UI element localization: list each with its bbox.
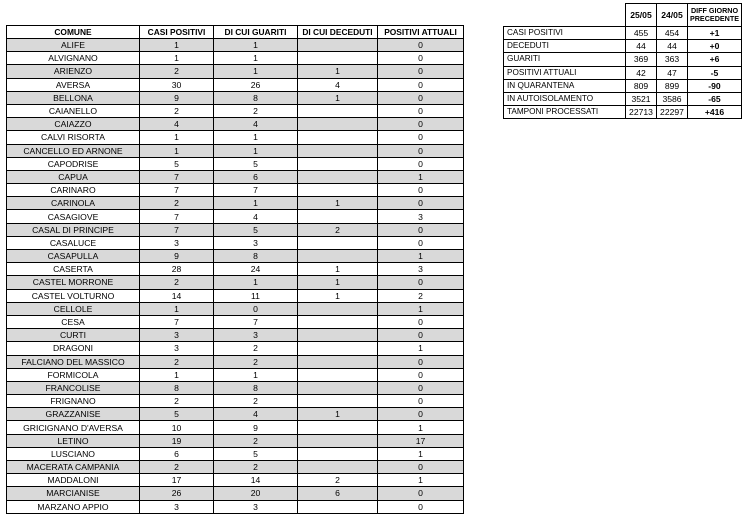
cell-comune: GRAZZANISE [7, 408, 140, 421]
table-row [7, 276, 464, 289]
cell-di-cui-guariti: 5 [214, 157, 298, 170]
cell-comune: CAPUA [7, 170, 140, 183]
cell-casi-positivi: 2 [140, 104, 214, 117]
header-comune: COMUNE [7, 26, 140, 39]
cell-casi-positivi: 3 [140, 236, 214, 249]
cell-comune: DRAGONI [7, 342, 140, 355]
cell-positivi-attuali: 0 [378, 500, 464, 513]
cell-comune: BELLONA [7, 91, 140, 104]
cell-di-cui-deceduti [298, 395, 378, 408]
cell-casi-positivi: 1 [140, 52, 214, 65]
cell-casi-positivi: 26 [140, 487, 214, 500]
summary-diff: +0 [688, 40, 742, 53]
table-row [7, 197, 464, 210]
cell-comune: ALIFE [7, 39, 140, 52]
header-positivi-attuali: POSITIVI ATTUALI [378, 26, 464, 39]
cell-casi-positivi: 2 [140, 276, 214, 289]
cell-comune: CESA [7, 315, 140, 328]
summary-row [504, 27, 742, 40]
header-date-previous: 24/05 [657, 4, 688, 27]
cell-comune: CARINARO [7, 184, 140, 197]
summary-value-current: 22713 [626, 106, 657, 119]
cell-positivi-attuali: 1 [378, 170, 464, 183]
table-row [7, 368, 464, 381]
cell-positivi-attuali: 3 [378, 263, 464, 276]
cell-casi-positivi: 2 [140, 65, 214, 78]
table-row [7, 263, 464, 276]
cell-comune: ARIENZO [7, 65, 140, 78]
cell-di-cui-deceduti [298, 381, 378, 394]
cell-di-cui-deceduti [298, 104, 378, 117]
cell-casi-positivi: 7 [140, 184, 214, 197]
cell-casi-positivi: 1 [140, 368, 214, 381]
cell-positivi-attuali: 1 [378, 474, 464, 487]
cell-casi-positivi: 5 [140, 408, 214, 421]
cell-di-cui-deceduti [298, 39, 378, 52]
cell-di-cui-guariti: 8 [214, 91, 298, 104]
cell-casi-positivi: 3 [140, 329, 214, 342]
cell-di-cui-guariti: 4 [214, 210, 298, 223]
cell-positivi-attuali: 0 [378, 52, 464, 65]
cell-comune: CASALUCE [7, 236, 140, 249]
cell-comune: CASAGIOVE [7, 210, 140, 223]
cell-casi-positivi: 7 [140, 315, 214, 328]
cell-di-cui-deceduti [298, 500, 378, 513]
summary-value-current: 369 [626, 53, 657, 66]
summary-header-row [504, 4, 742, 27]
table-row [7, 78, 464, 91]
cell-di-cui-guariti: 4 [214, 408, 298, 421]
cell-di-cui-deceduti: 1 [298, 289, 378, 302]
cell-positivi-attuali: 0 [378, 223, 464, 236]
summary-value-current: 42 [626, 66, 657, 79]
cell-di-cui-guariti: 11 [214, 289, 298, 302]
cell-comune: CALVI RISORTA [7, 131, 140, 144]
cell-casi-positivi: 3 [140, 342, 214, 355]
cell-di-cui-deceduti: 1 [298, 197, 378, 210]
cell-comune: MARZANO APPIO [7, 500, 140, 513]
summary-table [503, 3, 742, 119]
table-row [7, 461, 464, 474]
cell-di-cui-deceduti [298, 355, 378, 368]
table-row [7, 395, 464, 408]
summary-row [504, 40, 742, 53]
cell-di-cui-deceduti [298, 157, 378, 170]
cell-positivi-attuali: 0 [378, 78, 464, 91]
summary-label: IN AUTOISOLAMENTO [504, 92, 626, 105]
cell-comune: CAIANELLO [7, 104, 140, 117]
summary-diff: +6 [688, 53, 742, 66]
cell-positivi-attuali: 1 [378, 342, 464, 355]
cell-comune: CARINOLA [7, 197, 140, 210]
table-row [7, 144, 464, 157]
cell-di-cui-guariti: 2 [214, 342, 298, 355]
cell-di-cui-deceduti: 1 [298, 91, 378, 104]
cell-positivi-attuali: 0 [378, 91, 464, 104]
cell-comune: CASAL DI PRINCIPE [7, 223, 140, 236]
cell-di-cui-deceduti: 1 [298, 263, 378, 276]
cell-di-cui-guariti: 1 [214, 131, 298, 144]
cell-comune: CELLOLE [7, 302, 140, 315]
cell-comune: CASTEL VOLTURNO [7, 289, 140, 302]
cell-di-cui-guariti: 4 [214, 118, 298, 131]
table-row [7, 104, 464, 117]
cell-positivi-attuali: 1 [378, 302, 464, 315]
summary-row [504, 66, 742, 79]
cell-di-cui-guariti: 5 [214, 223, 298, 236]
table-row [7, 302, 464, 315]
cell-positivi-attuali: 0 [378, 236, 464, 249]
table-row [7, 91, 464, 104]
cell-di-cui-guariti: 2 [214, 104, 298, 117]
cell-di-cui-deceduti [298, 315, 378, 328]
cell-casi-positivi: 9 [140, 250, 214, 263]
cell-di-cui-guariti: 3 [214, 500, 298, 513]
cell-di-cui-guariti: 7 [214, 315, 298, 328]
summary-value-previous: 44 [657, 40, 688, 53]
cell-di-cui-deceduti [298, 184, 378, 197]
table-row [7, 329, 464, 342]
cell-comune: CASERTA [7, 263, 140, 276]
cell-di-cui-guariti: 2 [214, 461, 298, 474]
table-row [7, 342, 464, 355]
cell-casi-positivi: 1 [140, 144, 214, 157]
cell-di-cui-deceduti [298, 447, 378, 460]
summary-value-previous: 47 [657, 66, 688, 79]
cell-comune: CASTEL MORRONE [7, 276, 140, 289]
cell-positivi-attuali: 0 [378, 368, 464, 381]
cell-positivi-attuali: 1 [378, 250, 464, 263]
summary-label: DECEDUTI [504, 40, 626, 53]
cell-di-cui-guariti: 14 [214, 474, 298, 487]
cell-di-cui-guariti: 26 [214, 78, 298, 91]
cell-comune: CAPODRISE [7, 157, 140, 170]
cell-di-cui-deceduti [298, 461, 378, 474]
table-row [7, 236, 464, 249]
table-row [7, 131, 464, 144]
cell-di-cui-guariti: 1 [214, 39, 298, 52]
cell-positivi-attuali: 0 [378, 157, 464, 170]
cell-di-cui-guariti: 24 [214, 263, 298, 276]
summary-label: POSITIVI ATTUALI [504, 66, 626, 79]
cell-positivi-attuali: 0 [378, 184, 464, 197]
cell-casi-positivi: 9 [140, 91, 214, 104]
cell-positivi-attuali: 0 [378, 144, 464, 157]
table-row [7, 184, 464, 197]
summary-diff: +416 [688, 106, 742, 119]
cell-di-cui-guariti: 2 [214, 355, 298, 368]
cell-di-cui-deceduti [298, 329, 378, 342]
cell-comune: MARCIANISE [7, 487, 140, 500]
table-row [7, 118, 464, 131]
summary-table-body [504, 27, 742, 119]
table-row [7, 289, 464, 302]
cell-casi-positivi: 2 [140, 197, 214, 210]
cell-di-cui-deceduti [298, 434, 378, 447]
cell-casi-positivi: 2 [140, 461, 214, 474]
header-di-cui-guariti: DI CUI GUARITI [214, 26, 298, 39]
table-row [7, 52, 464, 65]
cell-casi-positivi: 6 [140, 447, 214, 460]
table-row [7, 223, 464, 236]
table-row [7, 487, 464, 500]
cell-di-cui-deceduti: 1 [298, 276, 378, 289]
cell-di-cui-guariti: 2 [214, 395, 298, 408]
cell-di-cui-deceduti [298, 421, 378, 434]
cell-positivi-attuali: 0 [378, 408, 464, 421]
header-casi-positivi: CASI POSITIVI [140, 26, 214, 39]
cell-comune: GRICIGNANO D'AVERSA [7, 421, 140, 434]
cell-comune: LETINO [7, 434, 140, 447]
cell-di-cui-guariti: 1 [214, 197, 298, 210]
cell-di-cui-deceduti [298, 302, 378, 315]
summary-value-previous: 22297 [657, 106, 688, 119]
cell-positivi-attuali: 0 [378, 118, 464, 131]
cell-casi-positivi: 8 [140, 381, 214, 394]
cell-casi-positivi: 7 [140, 170, 214, 183]
cell-casi-positivi: 5 [140, 157, 214, 170]
table-row [7, 500, 464, 513]
table-row [7, 447, 464, 460]
cell-positivi-attuali: 0 [378, 329, 464, 342]
summary-label: TAMPONI PROCESSATI [504, 106, 626, 119]
cell-positivi-attuali: 1 [378, 447, 464, 460]
cell-casi-positivi: 1 [140, 39, 214, 52]
cell-di-cui-guariti: 1 [214, 144, 298, 157]
summary-value-previous: 899 [657, 79, 688, 92]
cell-di-cui-guariti: 8 [214, 381, 298, 394]
table-row [7, 157, 464, 170]
summary-value-previous: 3586 [657, 92, 688, 105]
cell-di-cui-guariti: 3 [214, 236, 298, 249]
cell-di-cui-deceduti: 6 [298, 487, 378, 500]
summary-value-current: 3521 [626, 92, 657, 105]
summary-diff: -5 [688, 66, 742, 79]
summary-value-current: 809 [626, 79, 657, 92]
cell-casi-positivi: 3 [140, 500, 214, 513]
cell-di-cui-guariti: 1 [214, 276, 298, 289]
table-row [7, 65, 464, 78]
cell-positivi-attuali: 3 [378, 210, 464, 223]
table-row [7, 421, 464, 434]
cell-di-cui-deceduti: 1 [298, 65, 378, 78]
cell-comune: FALCIANO DEL MASSICO [7, 355, 140, 368]
table-row [7, 170, 464, 183]
cell-di-cui-deceduti [298, 342, 378, 355]
cell-comune: FRANCOLISE [7, 381, 140, 394]
table-row [7, 434, 464, 447]
header-diff-giorno-precedente: DIFF GIORNO PRECEDENTE [688, 4, 742, 27]
cell-comune: FORMICOLA [7, 368, 140, 381]
cell-di-cui-guariti: 1 [214, 52, 298, 65]
table-row [7, 474, 464, 487]
cell-positivi-attuali: 0 [378, 104, 464, 117]
cell-positivi-attuali: 0 [378, 315, 464, 328]
cell-di-cui-deceduti [298, 144, 378, 157]
table-row [7, 408, 464, 421]
cell-di-cui-guariti: 0 [214, 302, 298, 315]
cell-casi-positivi: 2 [140, 395, 214, 408]
cell-positivi-attuali: 17 [378, 434, 464, 447]
cell-positivi-attuali: 2 [378, 289, 464, 302]
cell-positivi-attuali: 0 [378, 197, 464, 210]
summary-row [504, 53, 742, 66]
cell-comune: CANCELLO ED ARNONE [7, 144, 140, 157]
table-row [7, 250, 464, 263]
cell-comune: MACERATA CAMPANIA [7, 461, 140, 474]
cell-di-cui-guariti: 1 [214, 65, 298, 78]
cell-di-cui-guariti: 9 [214, 421, 298, 434]
cell-di-cui-deceduti [298, 210, 378, 223]
cell-casi-positivi: 28 [140, 263, 214, 276]
cell-positivi-attuali: 0 [378, 39, 464, 52]
cell-comune: CASAPULLA [7, 250, 140, 263]
summary-header-blank [504, 4, 626, 27]
cell-positivi-attuali: 0 [378, 381, 464, 394]
table-row [7, 315, 464, 328]
summary-label: GUARITI [504, 53, 626, 66]
cell-di-cui-guariti: 8 [214, 250, 298, 263]
cell-casi-positivi: 19 [140, 434, 214, 447]
cell-casi-positivi: 14 [140, 289, 214, 302]
cell-di-cui-deceduti [298, 131, 378, 144]
cell-casi-positivi: 17 [140, 474, 214, 487]
cell-di-cui-deceduti [298, 368, 378, 381]
cell-di-cui-deceduti [298, 52, 378, 65]
summary-value-current: 44 [626, 40, 657, 53]
table-row [7, 355, 464, 368]
cell-casi-positivi: 7 [140, 223, 214, 236]
cell-di-cui-guariti: 6 [214, 170, 298, 183]
cell-comune: FRIGNANO [7, 395, 140, 408]
summary-value-current: 455 [626, 27, 657, 40]
cell-di-cui-deceduti: 2 [298, 223, 378, 236]
cell-positivi-attuali: 0 [378, 131, 464, 144]
cell-positivi-attuali: 0 [378, 276, 464, 289]
cell-di-cui-deceduti [298, 118, 378, 131]
summary-row [504, 79, 742, 92]
summary-label: CASI POSITIVI [504, 27, 626, 40]
summary-label: IN QUARANTENA [504, 79, 626, 92]
comuni-table-body [7, 39, 464, 514]
cell-casi-positivi: 4 [140, 118, 214, 131]
summary-value-previous: 363 [657, 53, 688, 66]
summary-value-previous: 454 [657, 27, 688, 40]
summary-diff: -65 [688, 92, 742, 105]
cell-di-cui-guariti: 3 [214, 329, 298, 342]
cell-di-cui-deceduti: 2 [298, 474, 378, 487]
cell-positivi-attuali: 0 [378, 487, 464, 500]
cell-comune: CURTI [7, 329, 140, 342]
cell-casi-positivi: 30 [140, 78, 214, 91]
cell-casi-positivi: 1 [140, 131, 214, 144]
header-di-cui-deceduti: DI CUI DECEDUTI [298, 26, 378, 39]
header-date-current: 25/05 [626, 4, 657, 27]
summary-row [504, 92, 742, 105]
summary-row [504, 106, 742, 119]
cell-di-cui-deceduti [298, 170, 378, 183]
cell-positivi-attuali: 0 [378, 395, 464, 408]
cell-di-cui-guariti: 7 [214, 184, 298, 197]
cell-di-cui-guariti: 5 [214, 447, 298, 460]
cell-di-cui-guariti: 2 [214, 434, 298, 447]
comuni-header-row [7, 26, 464, 39]
cell-di-cui-deceduti [298, 250, 378, 263]
cell-di-cui-guariti: 20 [214, 487, 298, 500]
cell-di-cui-deceduti: 4 [298, 78, 378, 91]
cell-casi-positivi: 1 [140, 302, 214, 315]
cell-positivi-attuali: 0 [378, 65, 464, 78]
cell-comune: CAIAZZO [7, 118, 140, 131]
cell-casi-positivi: 10 [140, 421, 214, 434]
cell-di-cui-deceduti: 1 [298, 408, 378, 421]
comuni-table [6, 25, 464, 514]
cell-positivi-attuali: 0 [378, 461, 464, 474]
cell-di-cui-guariti: 1 [214, 368, 298, 381]
cell-casi-positivi: 7 [140, 210, 214, 223]
table-row [7, 381, 464, 394]
cell-comune: ALVIGNANO [7, 52, 140, 65]
summary-diff: +1 [688, 27, 742, 40]
cell-comune: MADDALONI [7, 474, 140, 487]
cell-casi-positivi: 2 [140, 355, 214, 368]
table-row [7, 210, 464, 223]
cell-comune: AVERSA [7, 78, 140, 91]
cell-di-cui-deceduti [298, 236, 378, 249]
cell-positivi-attuali: 0 [378, 355, 464, 368]
table-row [7, 39, 464, 52]
summary-diff: -90 [688, 79, 742, 92]
cell-comune: LUSCIANO [7, 447, 140, 460]
cell-positivi-attuali: 1 [378, 421, 464, 434]
